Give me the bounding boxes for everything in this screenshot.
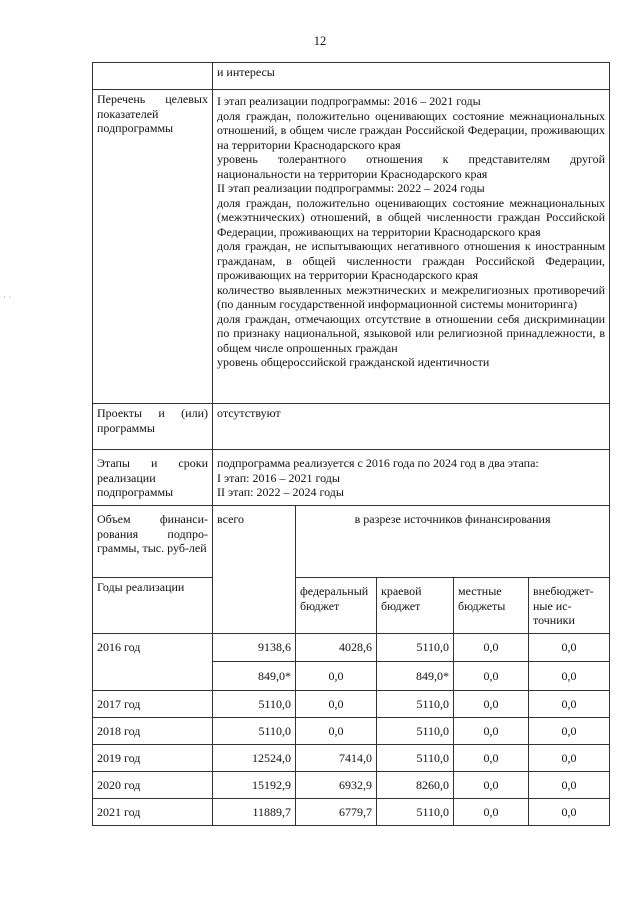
local-cell: 0,0 [454, 634, 529, 662]
indicators-label: Перечень целевых показателей подпрограммы [93, 90, 213, 404]
column-local: местные бюджеты [454, 578, 529, 634]
stages-label: Этапы и сроки реализации подпрограммы [93, 450, 213, 506]
row-finance-header [93, 506, 610, 578]
federal-cell: 0,0 [296, 691, 377, 718]
extra-cell: 0,0 [529, 772, 610, 799]
row-interests [93, 63, 610, 90]
table-row [93, 772, 610, 799]
table-row [93, 634, 610, 662]
subprogram-passport-table [92, 62, 610, 826]
year-cell: 2020 год [93, 772, 213, 799]
finance-label: Объем финанси-рования подпро-граммы, тыс. руб-лей [93, 506, 213, 578]
local-cell: 0,0 [454, 691, 529, 718]
total-cell: 12524,0 [213, 745, 296, 772]
indicator-line: количество выявленных межэтнических и межрелигиозных противоречий (по данным государственной информационной системы мониторинга) [217, 282, 606, 311]
federal-cell: 4028,6 [296, 634, 377, 662]
federal-cell: 0,0 [296, 662, 377, 691]
row-finance-subheader [93, 578, 610, 634]
column-federal: федеральный бюджет [296, 578, 377, 634]
table-row [93, 745, 610, 772]
total-header: всего [213, 506, 296, 634]
sources-header: в разрезе источников финансирования [296, 506, 610, 578]
federal-cell: 6779,7 [296, 799, 377, 826]
regional-cell: 5110,0 [377, 745, 454, 772]
local-cell: 0,0 [454, 662, 529, 691]
indicator-line: доля граждан, не испытывающих негативного отношения к иностранным гражданам, в общей численности граждан Российской Федерации, проживающих на территории Краснодарского края [217, 239, 606, 282]
indicator-line: уровень толерантного отношения к представителям другой национальности на территории Краснодарского края [217, 152, 606, 181]
table-row [93, 718, 610, 745]
local-cell: 0,0 [454, 745, 529, 772]
row-interests-value: и интересы [213, 63, 610, 90]
extra-cell: 0,0 [529, 662, 610, 691]
row-projects [93, 404, 610, 450]
indicators-list [213, 90, 610, 404]
total-cell: 11889,7 [213, 799, 296, 826]
year-cell: 2019 год [93, 745, 213, 772]
year-cell: 2021 год [93, 799, 213, 826]
stage-line: подпрограмма реализуется с 2016 года по 2024 год в два этапа: [217, 456, 539, 470]
stage-line: I этап: 2016 – 2021 годы [217, 470, 340, 485]
row-stages [93, 450, 610, 506]
table-row [93, 691, 610, 718]
margin-mark: · · [3, 292, 12, 302]
column-extra: внебюджет-ные ис-точники [529, 578, 610, 634]
total-cell: 5110,0 [213, 691, 296, 718]
extra-cell: 0,0 [529, 718, 610, 745]
total-cell: 15192,9 [213, 772, 296, 799]
total-cell: 5110,0 [213, 718, 296, 745]
stages-value [213, 450, 610, 506]
extra-cell: 0,0 [529, 745, 610, 772]
table-row [93, 799, 610, 826]
federal-cell: 7414,0 [296, 745, 377, 772]
column-regional: краевой бюджет [377, 578, 454, 634]
indicator-line: доля граждан, положительно оценивающих состояние межнациональных (межэтнических) отношений, в общей численности граждан Российской Федерации, проживающих на территории Краснодарского края [217, 195, 606, 239]
projects-label: Проекты и (или) программы [93, 404, 213, 450]
local-cell: 0,0 [454, 799, 529, 826]
indicator-line: доля граждан, положительно оценивающих состояние межнациональных отношений, в общем числе граждан Российской Федерации, проживающих на территории Краснодарского края [217, 108, 606, 152]
year-cell: 2018 год [93, 718, 213, 745]
projects-value: отсутствуют [213, 404, 610, 450]
total-cell: 9138,6 [213, 634, 296, 662]
local-cell: 0,0 [454, 772, 529, 799]
extra-cell: 0,0 [529, 799, 610, 826]
total-cell: 849,0* [213, 662, 296, 691]
row-interests-label [93, 63, 213, 90]
years-label: Годы реализации [93, 578, 213, 634]
regional-cell: 849,0* [377, 662, 454, 691]
page-number: 12 [313, 34, 327, 48]
regional-cell: 5110,0 [377, 634, 454, 662]
indicator-line: I этап реализации подпрограммы: 2016 – 2021 годы [217, 94, 481, 108]
year-cell: 2016 год [93, 634, 213, 691]
regional-cell: 8260,0 [377, 772, 454, 799]
indicator-line: II этап реализации подпрограммы: 2022 – 2024 годы [217, 181, 485, 195]
indicator-line: уровень общероссийской гражданской идентичности [217, 355, 490, 369]
stage-line: II этап: 2022 – 2024 годы [217, 485, 344, 499]
regional-cell: 5110,0 [377, 799, 454, 826]
extra-cell: 0,0 [529, 634, 610, 662]
extra-cell: 0,0 [529, 691, 610, 718]
regional-cell: 5110,0 [377, 718, 454, 745]
federal-cell: 6932,9 [296, 772, 377, 799]
regional-cell: 5110,0 [377, 691, 454, 718]
indicator-line: доля граждан, отмечающих отсутствие в отношении себя дискриминации по признаку национальной, языковой или религиозной принадлежности, в общем числе опрошенных граждан [217, 311, 606, 355]
local-cell: 0,0 [454, 718, 529, 745]
row-indicators [93, 90, 610, 404]
federal-cell: 0,0 [296, 718, 377, 745]
year-cell: 2017 год [93, 691, 213, 718]
